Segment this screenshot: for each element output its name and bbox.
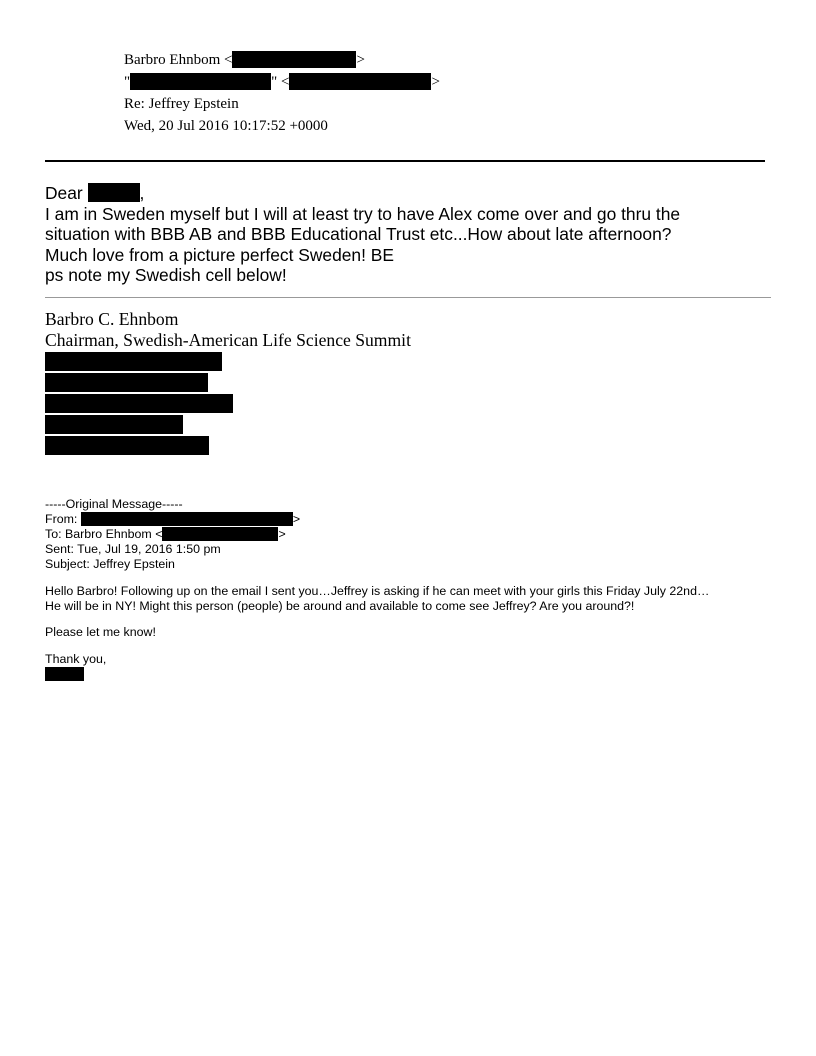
redaction-block — [81, 512, 293, 526]
original-please-line: Please let me know! — [45, 625, 156, 639]
redaction-block — [45, 667, 84, 681]
original-paragraph — [45, 584, 709, 614]
signature-name: Barbro C. Ehnbom — [45, 309, 179, 329]
redaction-block — [45, 394, 233, 413]
body-line: I am in Sweden myself but I will at least try to have Alex come over and go thru the — [45, 203, 681, 224]
subject-value: Re: Jeffrey Epstein — [124, 96, 239, 112]
original-divider: -----Original Message----- — [45, 497, 183, 511]
redaction-block — [45, 415, 183, 434]
email-body — [45, 183, 680, 286]
original-from-line — [45, 512, 709, 527]
greeting: Dear — [45, 183, 83, 203]
greeting-line — [45, 183, 680, 204]
redaction-block — [45, 352, 222, 371]
body-line: situation with BBB AB and BBB Educational Trust etc...How about late afternoon? — [45, 224, 672, 244]
redaction-block — [45, 373, 208, 392]
to-open-quote: " — [124, 74, 131, 90]
redaction-block — [289, 73, 431, 90]
original-from-label: From: — [45, 512, 78, 526]
date-value: Wed, 20 Jul 2016 10:17:52 +0000 — [124, 118, 328, 134]
body-line: Much love from a picture perfect Sweden! BE — [45, 244, 394, 265]
original-body-line: He will be in NY! Might this person (people) be around and available to come see Jeffrey? Are you around?! — [45, 599, 635, 613]
original-subject: Subject: Jeffrey Epstein — [45, 557, 175, 571]
redaction-block — [88, 183, 140, 202]
body-line: ps note my Swedish cell below! — [45, 265, 287, 285]
signature-block — [45, 309, 411, 455]
original-to-line — [45, 527, 709, 542]
original-to-text: To: Barbro Ehnbom < — [45, 527, 163, 541]
signature-divider — [45, 297, 771, 298]
redaction-block — [232, 51, 356, 68]
redaction-block — [45, 436, 209, 455]
original-from-close: > — [292, 512, 301, 526]
to-close: > — [431, 74, 440, 90]
original-closing: Thank you, — [45, 652, 107, 666]
to-mid: " < — [271, 74, 290, 90]
redaction-block — [130, 73, 271, 90]
original-message — [45, 497, 709, 682]
original-body-line: Hello Barbro! Following up on the email I sent you…Jeffrey is asking if he can meet with your girls this Friday July 22nd… — [45, 584, 710, 598]
signature-title: Chairman, Swedish-American Life Science Summit — [45, 330, 411, 350]
header-divider — [45, 160, 765, 162]
from-name: Barbro Ehnbom < — [124, 52, 233, 68]
greeting-comma: , — [139, 183, 145, 203]
original-to-close: > — [278, 527, 286, 541]
redaction-block — [162, 527, 278, 541]
from-close: > — [356, 52, 365, 68]
original-sent: Sent: Tue, Jul 19, 2016 1:50 pm — [45, 542, 221, 556]
